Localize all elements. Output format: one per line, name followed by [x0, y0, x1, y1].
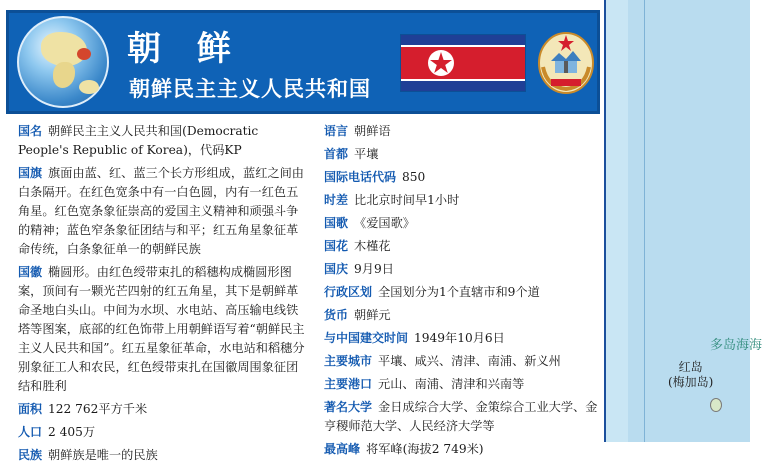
field-label: 人口: [18, 425, 43, 439]
national-flag-icon: [401, 35, 525, 91]
island-name: 红岛: [678, 360, 703, 374]
field-label: 主要港口: [324, 377, 373, 391]
field-label: 首都: [324, 147, 349, 161]
field-national-flower: [324, 237, 604, 256]
field-value: 1949年10月6日: [414, 331, 505, 345]
field-emblem: [18, 263, 310, 396]
info-column-left: [18, 122, 310, 465]
field-value: 平壤、咸兴、清津、南浦、新义州: [378, 354, 561, 368]
field-diplomatic-relations: [324, 329, 604, 348]
field-label: 语言: [324, 124, 349, 138]
field-value: 朝鲜语: [354, 124, 391, 138]
field-label: 国徽: [18, 265, 43, 279]
field-label: 国庆: [324, 262, 349, 276]
field-label: 国花: [324, 239, 349, 253]
info-column-right: [324, 122, 604, 459]
coastline: [606, 0, 628, 442]
header-banner: [6, 10, 600, 114]
field-ethnicity: [18, 446, 310, 465]
field-flag: [18, 164, 310, 259]
field-value: 椭圆形。由红色绶带束扎的稻穗构成椭圆形图案，顶间有一颗光芒四射的红五角星，其下是朝鲜革命圣地白头山。中间为水坝、水电站、高压输电线铁塔等图案，底部的红色饰带上用朝鲜语写着“朝鲜民主主义人民共和国”。红五星象征革命，水电站和稻穗分别象征工人和农民，红色绶带束扎在国徽周围象征团结和胜利: [18, 265, 305, 393]
field-anthem: [324, 214, 604, 233]
field-major-cities: [324, 352, 604, 371]
field-value: 朝鲜元: [354, 308, 391, 322]
field-area: [18, 400, 310, 419]
field-value: 金日成综合大学、金策综合工业大学、金亨稷师范大学、人民经济大学等: [324, 400, 598, 433]
field-value: 全国划分为1个直辖市和9个道: [378, 285, 540, 299]
field-label: 主要城市: [324, 354, 373, 368]
field-value: 朝鲜民主主义人民共和国(Democratic People's Republic of Korea)，代码KP: [18, 124, 259, 157]
field-value: 将军峰(海拔2 749米): [366, 442, 484, 456]
island-alt-name: (梅加岛): [668, 375, 714, 389]
island-label: [668, 360, 713, 390]
field-value: 旗面由蓝、红、蓝三个长方形组成，蓝红之间由白条隔开。在红色宽条中有一白色圆，内有一红色五角星。红色宽条象征崇高的爱国主义精神和顽强斗争的精神；蓝色窄条象征团结与和平；红五角星象征革命传统，白条象征单一的朝鲜民族: [18, 166, 304, 256]
field-language: [324, 122, 604, 141]
field-country-name: [18, 122, 310, 160]
field-major-ports: [324, 375, 604, 394]
map-background: [606, 0, 762, 442]
sea-label: 多岛海海: [710, 338, 762, 353]
globe-icon: [17, 16, 109, 108]
field-label: 国旗: [18, 166, 43, 180]
country-full-name: 朝鲜民主主义人民共和国: [129, 77, 371, 101]
country-title: 朝 鲜: [127, 29, 243, 69]
field-label: 面积: [18, 402, 43, 416]
field-calling-code: [324, 168, 604, 187]
field-value: 平壤: [354, 147, 379, 161]
field-value: 元山、南浦、清津和兴南等: [378, 377, 525, 391]
field-highest-peak: [324, 440, 604, 459]
field-label: 最高峰: [324, 442, 361, 456]
field-national-day: [324, 260, 604, 279]
field-label: 时差: [324, 193, 349, 207]
field-population: [18, 423, 310, 442]
field-value: 比北京时间早1小时: [354, 193, 460, 207]
field-value: 850: [402, 170, 426, 184]
field-label: 国名: [18, 124, 43, 138]
national-emblem-icon: [537, 31, 595, 95]
field-capital: [324, 145, 604, 164]
field-label: 货币: [324, 308, 349, 322]
field-universities: [324, 398, 604, 436]
meridian-line: [644, 0, 645, 442]
field-administrative-division: [324, 283, 604, 302]
field-value: 2 405万: [48, 425, 96, 439]
field-time-difference: [324, 191, 604, 210]
island-shape: [710, 398, 722, 412]
field-value: 《爱国歌》: [354, 216, 415, 230]
field-value: 朝鲜族是唯一的民族: [48, 448, 158, 462]
field-value: 122 762平方千米: [48, 402, 148, 416]
field-label: 民族: [18, 448, 43, 462]
field-value: 木槿花: [354, 239, 391, 253]
field-label: 著名大学: [324, 400, 373, 414]
field-label: 国歌: [324, 216, 349, 230]
field-currency: [324, 306, 604, 325]
field-label: 与中国建交时间: [324, 331, 409, 345]
field-value: 9月9日: [354, 262, 394, 276]
field-label: 国际电话代码: [324, 170, 397, 184]
field-label: 行政区划: [324, 285, 373, 299]
